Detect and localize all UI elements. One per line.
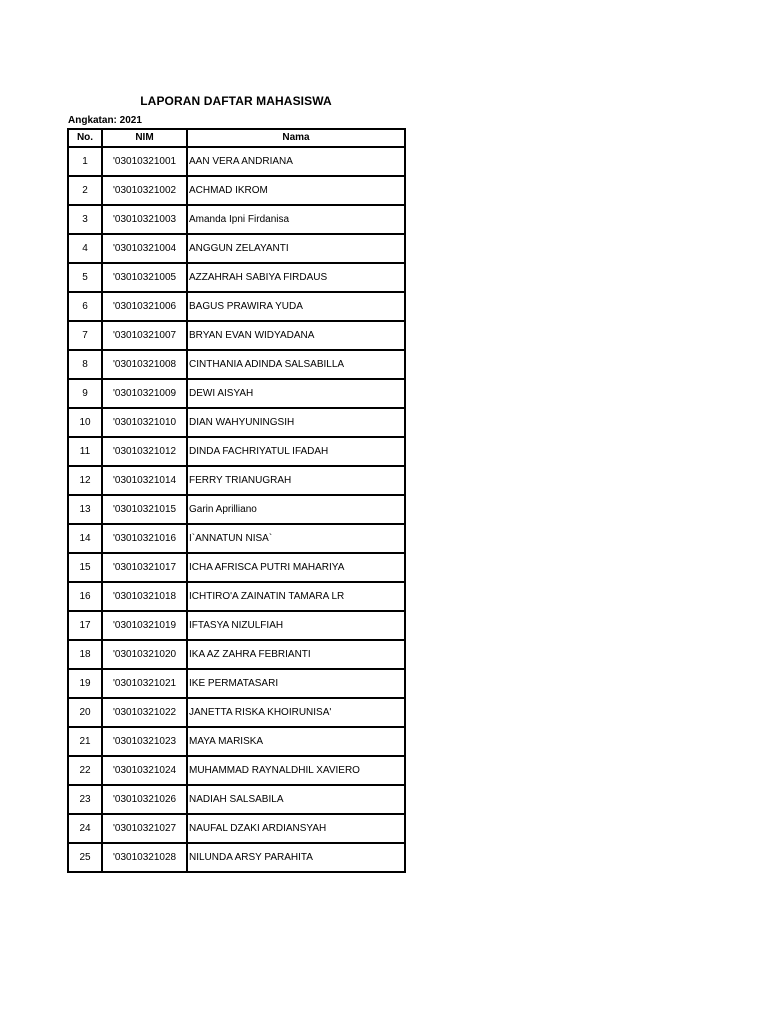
table-row: [68, 611, 405, 640]
table-row: [68, 379, 405, 408]
table-row: [68, 350, 405, 379]
cell-nim: '03010321009: [102, 379, 187, 408]
table-row: [68, 640, 405, 669]
table-row: [68, 524, 405, 553]
cell-no: 20: [68, 698, 102, 727]
cell-nama: ICHA AFRISCA PUTRI MAHARIYA: [187, 553, 405, 582]
cell-nim: '03010321008: [102, 350, 187, 379]
cell-no: 13: [68, 495, 102, 524]
cell-nama: IFTASYA NIZULFIAH: [187, 611, 405, 640]
cell-nim: '03010321005: [102, 263, 187, 292]
student-table: [67, 128, 406, 873]
page-title: LAPORAN DAFTAR MAHASISWA: [140, 94, 332, 108]
table-row: [68, 408, 405, 437]
table-row: [68, 176, 405, 205]
cell-no: 2: [68, 176, 102, 205]
cell-no: 4: [68, 234, 102, 263]
cell-no: 8: [68, 350, 102, 379]
cell-no: 19: [68, 669, 102, 698]
cell-nim: '03010321015: [102, 495, 187, 524]
cell-nim: '03010321017: [102, 553, 187, 582]
table-row: [68, 263, 405, 292]
cell-nama: MAYA MARISKA: [187, 727, 405, 756]
cell-no: 6: [68, 292, 102, 321]
cell-no: 10: [68, 408, 102, 437]
header-nim: NIM: [102, 129, 187, 147]
cell-nim: '03010321004: [102, 234, 187, 263]
cell-no: 22: [68, 756, 102, 785]
table-row: [68, 814, 405, 843]
cell-no: 16: [68, 582, 102, 611]
cell-nama: MUHAMMAD RAYNALDHIL XAVIERO: [187, 756, 405, 785]
table-row: [68, 669, 405, 698]
table-row: [68, 582, 405, 611]
table-row: [68, 756, 405, 785]
table-row: [68, 292, 405, 321]
cell-nama: ICHTIRO'A ZAINATIN TAMARA LR: [187, 582, 405, 611]
table-row: [68, 147, 405, 176]
table-header-row: [68, 129, 405, 147]
cell-nama: AZZAHRAH SABIYA FIRDAUS: [187, 263, 405, 292]
cell-nama: IKA AZ ZAHRA FEBRIANTI: [187, 640, 405, 669]
cell-nim: '03010321028: [102, 843, 187, 872]
cell-nim: '03010321021: [102, 669, 187, 698]
cell-no: 21: [68, 727, 102, 756]
cell-nim: '03010321027: [102, 814, 187, 843]
table-row: [68, 843, 405, 872]
cell-nim: '03010321007: [102, 321, 187, 350]
cell-nama: NAUFAL DZAKI ARDIANSYAH: [187, 814, 405, 843]
cell-nim: '03010321001: [102, 147, 187, 176]
cell-nim: '03010321026: [102, 785, 187, 814]
table-row: [68, 698, 405, 727]
cell-nim: '03010321024: [102, 756, 187, 785]
cell-nim: '03010321014: [102, 466, 187, 495]
cell-nama: ACHMAD IKROM: [187, 176, 405, 205]
cell-no: 11: [68, 437, 102, 466]
cell-nama: DIAN WAHYUNINGSIH: [187, 408, 405, 437]
cell-nim: '03010321003: [102, 205, 187, 234]
table-row: [68, 437, 405, 466]
table-row: [68, 466, 405, 495]
cell-nim: '03010321020: [102, 640, 187, 669]
cell-no: 5: [68, 263, 102, 292]
cell-nama: FERRY TRIANUGRAH: [187, 466, 405, 495]
cell-nim: '03010321023: [102, 727, 187, 756]
cell-no: 23: [68, 785, 102, 814]
cohort-label: Angkatan: 2021: [68, 115, 142, 126]
cell-nim: '03010321012: [102, 437, 187, 466]
table-body: [68, 147, 405, 872]
cell-nama: NADIAH SALSABILA: [187, 785, 405, 814]
cell-nama: BAGUS PRAWIRA YUDA: [187, 292, 405, 321]
cell-nama: Amanda Ipni Firdanisa: [187, 205, 405, 234]
cell-no: 14: [68, 524, 102, 553]
cell-no: 1: [68, 147, 102, 176]
cell-nim: '03010321006: [102, 292, 187, 321]
cell-no: 25: [68, 843, 102, 872]
cell-no: 9: [68, 379, 102, 408]
cell-no: 17: [68, 611, 102, 640]
header-nama: Nama: [187, 129, 405, 147]
cell-nim: '03010321019: [102, 611, 187, 640]
table-row: [68, 553, 405, 582]
cell-nama: DINDA FACHRIYATUL IFADAH: [187, 437, 405, 466]
cell-no: 15: [68, 553, 102, 582]
cell-nama: JANETTA RISKA KHOIRUNISA': [187, 698, 405, 727]
header-no: No.: [68, 129, 102, 147]
cell-nama: Garin Aprilliano: [187, 495, 405, 524]
cell-nama: AAN VERA ANDRIANA: [187, 147, 405, 176]
table-row: [68, 495, 405, 524]
table-row: [68, 234, 405, 263]
cell-no: 12: [68, 466, 102, 495]
cell-nama: DEWI AISYAH: [187, 379, 405, 408]
cell-nama: IKE PERMATASARI: [187, 669, 405, 698]
cell-no: 7: [68, 321, 102, 350]
cell-nim: '03010321010: [102, 408, 187, 437]
cell-nim: '03010321016: [102, 524, 187, 553]
cell-nama: ANGGUN ZELAYANTI: [187, 234, 405, 263]
table-row: [68, 321, 405, 350]
cell-nama: I`ANNATUN NISA`: [187, 524, 405, 553]
cell-nim: '03010321002: [102, 176, 187, 205]
cell-no: 18: [68, 640, 102, 669]
cell-nim: '03010321018: [102, 582, 187, 611]
cell-no: 3: [68, 205, 102, 234]
cell-nim: '03010321022: [102, 698, 187, 727]
cell-nama: BRYAN EVAN WIDYADANA: [187, 321, 405, 350]
table-row: [68, 205, 405, 234]
cell-nama: NILUNDA ARSY PARAHITA: [187, 843, 405, 872]
cell-no: 24: [68, 814, 102, 843]
cell-nama: CINTHANIA ADINDA SALSABILLA: [187, 350, 405, 379]
table-row: [68, 785, 405, 814]
table-row: [68, 727, 405, 756]
